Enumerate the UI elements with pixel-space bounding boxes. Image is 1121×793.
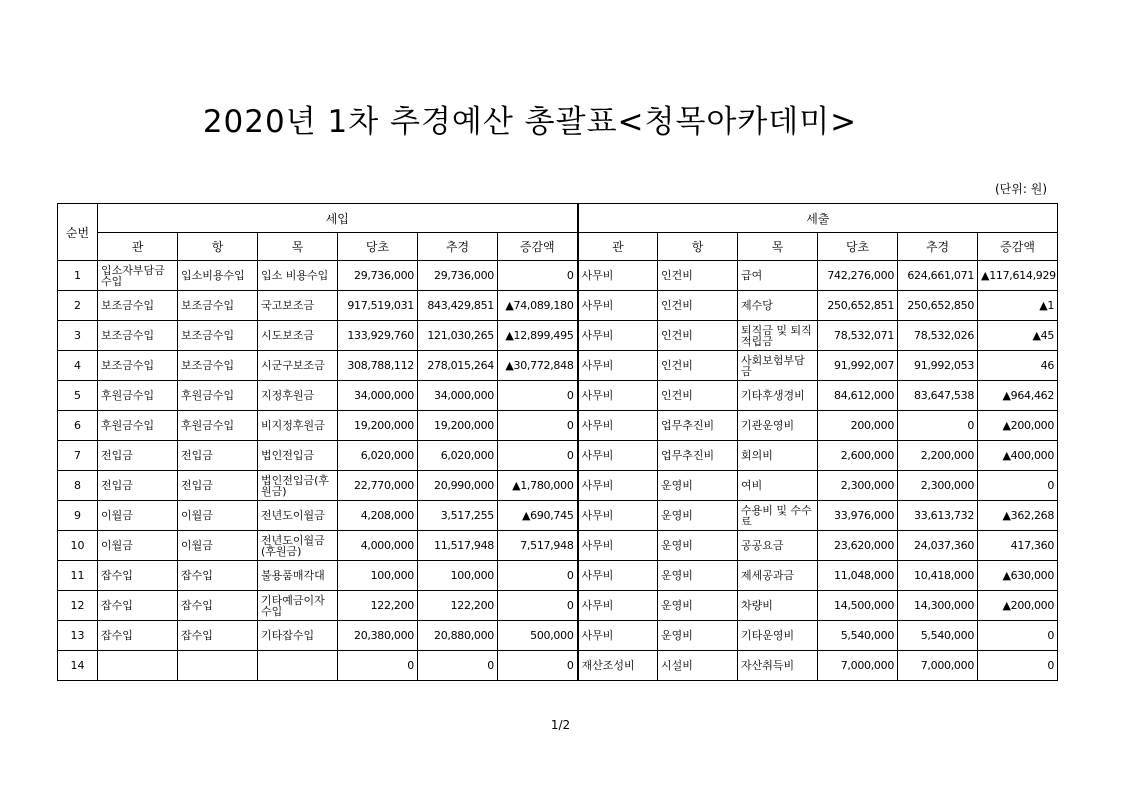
cell-seq: 3 [58, 321, 98, 351]
cell-seq: 10 [58, 531, 98, 561]
header-expense-hang: 항 [658, 233, 738, 261]
cell-expense-mok: 제세공과금 [738, 561, 818, 591]
cell-expense-mok: 급여 [738, 261, 818, 291]
cell-income-change: 0 [498, 411, 578, 441]
cell-income-gwan: 전입금 [98, 441, 178, 471]
cell-income-change: 0 [498, 381, 578, 411]
cell-income-change: ▲12,899,495 [498, 321, 578, 351]
cell-seq: 4 [58, 351, 98, 381]
cell-expense-hang: 인건비 [658, 291, 738, 321]
header-expense-change: 증감액 [978, 233, 1058, 261]
cell-expense-mok: 사회보험부담금 [738, 351, 818, 381]
cell-expense-mok: 회의비 [738, 441, 818, 471]
cell-expense-hang: 운영비 [658, 561, 738, 591]
cell-income-hang: 보조금수입 [178, 321, 258, 351]
cell-expense-gwan: 사무비 [578, 621, 658, 651]
cell-income-revised: 3,517,255 [418, 501, 498, 531]
header-income-mok: 목 [258, 233, 338, 261]
cell-seq: 6 [58, 411, 98, 441]
cell-income-gwan: 잡수입 [98, 561, 178, 591]
cell-income-gwan: 전입금 [98, 471, 178, 501]
cell-income-original: 4,208,000 [338, 501, 418, 531]
table-row [58, 381, 1058, 411]
cell-expense-hang: 운영비 [658, 621, 738, 651]
cell-income-mok: 법인전입금(후원금) [258, 471, 338, 501]
table-row [58, 561, 1058, 591]
cell-income-original: 29,736,000 [338, 261, 418, 291]
cell-income-gwan: 보조금수입 [98, 291, 178, 321]
cell-income-mok: 기타예금이자수입 [258, 591, 338, 621]
cell-income-original: 133,929,760 [338, 321, 418, 351]
cell-seq: 11 [58, 561, 98, 591]
cell-expense-hang: 운영비 [658, 501, 738, 531]
cell-income-revised: 6,020,000 [418, 441, 498, 471]
cell-income-gwan [98, 651, 178, 681]
cell-seq: 8 [58, 471, 98, 501]
cell-income-original: 917,519,031 [338, 291, 418, 321]
cell-income-change: 0 [498, 441, 578, 471]
cell-income-change: ▲1,780,000 [498, 471, 578, 501]
cell-expense-change: ▲45 [978, 321, 1058, 351]
cell-seq: 9 [58, 501, 98, 531]
cell-income-change: 7,517,948 [498, 531, 578, 561]
cell-income-original: 19,200,000 [338, 411, 418, 441]
cell-income-hang: 후원금수입 [178, 381, 258, 411]
cell-expense-mok: 수용비 및 수수료 [738, 501, 818, 531]
cell-income-gwan: 이월금 [98, 531, 178, 561]
cell-income-gwan: 입소자부담금수입 [98, 261, 178, 291]
cell-expense-change: ▲400,000 [978, 441, 1058, 471]
cell-income-gwan: 이월금 [98, 501, 178, 531]
table-row [58, 531, 1058, 561]
header-seq: 순번 [58, 204, 98, 261]
cell-income-original: 122,200 [338, 591, 418, 621]
table-row [58, 411, 1058, 441]
cell-expense-hang: 운영비 [658, 591, 738, 621]
cell-income-mok: 기타잡수입 [258, 621, 338, 651]
cell-income-gwan: 후원금수입 [98, 411, 178, 441]
cell-expense-change: ▲630,000 [978, 561, 1058, 591]
header-income: 세입 [98, 204, 578, 233]
cell-expense-change: 0 [978, 471, 1058, 501]
header-expense-gwan: 관 [578, 233, 658, 261]
cell-income-hang: 잡수입 [178, 621, 258, 651]
cell-income-mok: 비지정후원금 [258, 411, 338, 441]
cell-income-original: 34,000,000 [338, 381, 418, 411]
cell-expense-mok: 공공요금 [738, 531, 818, 561]
cell-income-gwan: 후원금수입 [98, 381, 178, 411]
page-number: 1/2 [550, 718, 571, 732]
cell-expense-hang: 운영비 [658, 531, 738, 561]
header-expense: 세출 [578, 204, 1058, 233]
cell-expense-gwan: 재산조성비 [578, 651, 658, 681]
cell-income-change: 0 [498, 651, 578, 681]
cell-expense-gwan: 사무비 [578, 351, 658, 381]
header-row-columns [58, 233, 1058, 261]
table-row [58, 351, 1058, 381]
cell-expense-mok: 제수당 [738, 291, 818, 321]
cell-income-hang: 잡수입 [178, 561, 258, 591]
cell-seq: 7 [58, 441, 98, 471]
cell-income-hang: 후원금수입 [178, 411, 258, 441]
cell-seq: 2 [58, 291, 98, 321]
budget-summary-table [57, 203, 1058, 681]
cell-income-change: 0 [498, 561, 578, 591]
cell-income-revised: 20,880,000 [418, 621, 498, 651]
cell-income-revised: 19,200,000 [418, 411, 498, 441]
cell-income-mok: 전년도이월금(후원금) [258, 531, 338, 561]
cell-income-revised: 278,015,264 [418, 351, 498, 381]
cell-expense-hang: 인건비 [658, 381, 738, 411]
cell-expense-revised: 91,992,053 [898, 351, 978, 381]
header-expense-revised: 추경 [898, 233, 978, 261]
header-row-group [58, 204, 1058, 233]
table-row [58, 651, 1058, 681]
cell-expense-original: 2,300,000 [818, 471, 898, 501]
cell-expense-gwan: 사무비 [578, 411, 658, 441]
cell-income-hang: 전입금 [178, 441, 258, 471]
cell-income-original: 20,380,000 [338, 621, 418, 651]
cell-seq: 1 [58, 261, 98, 291]
cell-income-hang: 이월금 [178, 501, 258, 531]
cell-income-mok: 법인전입금 [258, 441, 338, 471]
cell-expense-hang: 시설비 [658, 651, 738, 681]
cell-income-original: 0 [338, 651, 418, 681]
cell-seq: 12 [58, 591, 98, 621]
cell-income-hang: 보조금수입 [178, 291, 258, 321]
cell-expense-revised: 5,540,000 [898, 621, 978, 651]
cell-expense-original: 23,620,000 [818, 531, 898, 561]
cell-expense-change: ▲1 [978, 291, 1058, 321]
table-row [58, 501, 1058, 531]
cell-expense-gwan: 사무비 [578, 381, 658, 411]
cell-income-revised: 121,030,265 [418, 321, 498, 351]
cell-income-revised: 122,200 [418, 591, 498, 621]
cell-income-hang: 보조금수입 [178, 351, 258, 381]
table-row [58, 321, 1058, 351]
cell-expense-original: 78,532,071 [818, 321, 898, 351]
cell-expense-change: 0 [978, 651, 1058, 681]
cell-expense-mok: 기관운영비 [738, 411, 818, 441]
header-income-original: 당초 [338, 233, 418, 261]
cell-expense-mok: 기타후생경비 [738, 381, 818, 411]
cell-expense-gwan: 사무비 [578, 501, 658, 531]
cell-expense-change: ▲200,000 [978, 411, 1058, 441]
cell-expense-original: 5,540,000 [818, 621, 898, 651]
cell-income-revised: 34,000,000 [418, 381, 498, 411]
cell-expense-revised: 10,418,000 [898, 561, 978, 591]
cell-income-gwan: 보조금수입 [98, 351, 178, 381]
cell-income-gwan: 잡수입 [98, 621, 178, 651]
table-row [58, 291, 1058, 321]
cell-income-original: 22,770,000 [338, 471, 418, 501]
cell-income-change: ▲74,089,180 [498, 291, 578, 321]
cell-seq: 14 [58, 651, 98, 681]
cell-income-gwan: 잡수입 [98, 591, 178, 621]
cell-seq: 13 [58, 621, 98, 651]
cell-expense-original: 742,276,000 [818, 261, 898, 291]
cell-income-change: 0 [498, 591, 578, 621]
table-row [58, 471, 1058, 501]
cell-income-hang: 전입금 [178, 471, 258, 501]
cell-income-change: 500,000 [498, 621, 578, 651]
cell-expense-original: 7,000,000 [818, 651, 898, 681]
unit-label: (단위: 원) [995, 182, 1047, 196]
table-row [58, 441, 1058, 471]
cell-expense-original: 33,976,000 [818, 501, 898, 531]
cell-income-original: 6,020,000 [338, 441, 418, 471]
table-row [58, 261, 1058, 291]
cell-expense-change: 417,360 [978, 531, 1058, 561]
table-row [58, 591, 1058, 621]
cell-income-hang: 잡수입 [178, 591, 258, 621]
cell-expense-hang: 업무추진비 [658, 441, 738, 471]
cell-income-revised: 0 [418, 651, 498, 681]
cell-income-change: 0 [498, 261, 578, 291]
cell-expense-mok: 여비 [738, 471, 818, 501]
page-title: 2020년 1차 추경예산 총괄표<청목아카데미> [202, 104, 858, 140]
cell-expense-revised: 83,647,538 [898, 381, 978, 411]
cell-income-gwan: 보조금수입 [98, 321, 178, 351]
header-expense-mok: 목 [738, 233, 818, 261]
cell-expense-revised: 7,000,000 [898, 651, 978, 681]
cell-income-mok: 국고보조금 [258, 291, 338, 321]
cell-income-mok: 불용품매각대 [258, 561, 338, 591]
cell-expense-gwan: 사무비 [578, 531, 658, 561]
cell-expense-revised: 24,037,360 [898, 531, 978, 561]
cell-expense-change: 0 [978, 621, 1058, 651]
cell-income-mok: 입소 비용수입 [258, 261, 338, 291]
cell-expense-original: 91,992,007 [818, 351, 898, 381]
header-income-revised: 추경 [418, 233, 498, 261]
cell-income-revised: 11,517,948 [418, 531, 498, 561]
table-row [58, 621, 1058, 651]
cell-expense-revised: 78,532,026 [898, 321, 978, 351]
cell-expense-mok: 자산취득비 [738, 651, 818, 681]
cell-expense-hang: 운영비 [658, 471, 738, 501]
cell-expense-revised: 2,200,000 [898, 441, 978, 471]
cell-income-revised: 29,736,000 [418, 261, 498, 291]
cell-expense-revised: 14,300,000 [898, 591, 978, 621]
cell-expense-gwan: 사무비 [578, 471, 658, 501]
header-income-hang: 항 [178, 233, 258, 261]
cell-income-mok: 지정후원금 [258, 381, 338, 411]
cell-income-revised: 100,000 [418, 561, 498, 591]
cell-expense-hang: 인건비 [658, 261, 738, 291]
cell-expense-mok: 기타운영비 [738, 621, 818, 651]
cell-income-original: 4,000,000 [338, 531, 418, 561]
cell-expense-original: 2,600,000 [818, 441, 898, 471]
cell-expense-original: 11,048,000 [818, 561, 898, 591]
cell-expense-gwan: 사무비 [578, 321, 658, 351]
cell-income-original: 308,788,112 [338, 351, 418, 381]
cell-expense-change: ▲200,000 [978, 591, 1058, 621]
cell-expense-change: ▲362,268 [978, 501, 1058, 531]
cell-expense-change: 46 [978, 351, 1058, 381]
cell-income-change: ▲690,745 [498, 501, 578, 531]
cell-expense-revised: 2,300,000 [898, 471, 978, 501]
cell-income-mok: 시군구보조금 [258, 351, 338, 381]
cell-expense-mok: 퇴직금 및 퇴직적립금 [738, 321, 818, 351]
cell-expense-hang: 인건비 [658, 321, 738, 351]
cell-expense-gwan: 사무비 [578, 291, 658, 321]
cell-income-change: ▲30,772,848 [498, 351, 578, 381]
cell-expense-revised: 0 [898, 411, 978, 441]
cell-expense-gwan: 사무비 [578, 441, 658, 471]
cell-expense-original: 200,000 [818, 411, 898, 441]
cell-expense-revised: 33,613,732 [898, 501, 978, 531]
cell-expense-original: 84,612,000 [818, 381, 898, 411]
cell-expense-original: 250,652,851 [818, 291, 898, 321]
cell-expense-mok: 차량비 [738, 591, 818, 621]
cell-income-mok [258, 651, 338, 681]
header-income-gwan: 관 [98, 233, 178, 261]
cell-expense-revised: 250,652,850 [898, 291, 978, 321]
cell-income-hang: 이월금 [178, 531, 258, 561]
header-expense-original: 당초 [818, 233, 898, 261]
header-income-change: 증감액 [498, 233, 578, 261]
cell-seq: 5 [58, 381, 98, 411]
cell-expense-gwan: 사무비 [578, 591, 658, 621]
cell-income-mok: 시도보조금 [258, 321, 338, 351]
cell-income-revised: 20,990,000 [418, 471, 498, 501]
cell-expense-revised: 624,661,071 [898, 261, 978, 291]
cell-income-hang [178, 651, 258, 681]
cell-expense-gwan: 사무비 [578, 261, 658, 291]
cell-income-hang: 입소비용수입 [178, 261, 258, 291]
cell-income-mok: 전년도이월금 [258, 501, 338, 531]
cell-expense-gwan: 사무비 [578, 561, 658, 591]
cell-income-original: 100,000 [338, 561, 418, 591]
cell-expense-hang: 인건비 [658, 351, 738, 381]
cell-income-revised: 843,429,851 [418, 291, 498, 321]
cell-expense-original: 14,500,000 [818, 591, 898, 621]
cell-expense-hang: 업무추진비 [658, 411, 738, 441]
cell-expense-change: ▲964,462 [978, 381, 1058, 411]
cell-expense-change: ▲117,614,929 [978, 261, 1058, 291]
